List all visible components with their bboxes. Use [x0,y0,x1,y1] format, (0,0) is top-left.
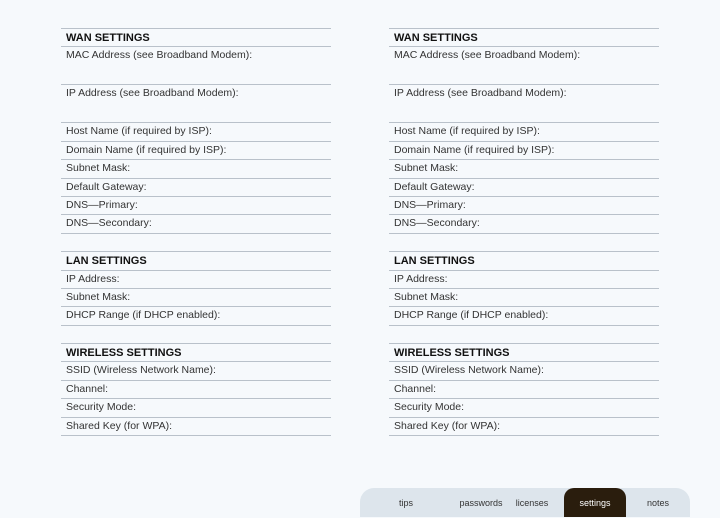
lan-subnet-mask-field: Subnet Mask: [61,288,331,306]
bottom-rule [61,435,331,436]
wireless-settings-heading: WIRELESS SETTINGS [61,343,331,361]
domain-name-field: Domain Name (if required by ISP): [61,141,331,159]
lan-settings-heading: LAN SETTINGS [61,251,331,269]
settings-form-right [389,28,659,436]
tab-passwords[interactable]: passwords [459,498,503,508]
wan-settings-heading: WAN SETTINGS [61,28,331,46]
lan-ip-address-field: IP Address: [389,270,659,288]
domain-name-field: Domain Name (if required by ISP): [389,141,659,159]
lan-settings-heading: LAN SETTINGS [389,251,659,269]
shared-key-field: Shared Key (for WPA): [389,417,659,435]
mac-address-field: MAC Address (see Broadband Modem): [389,46,659,84]
tab-licenses[interactable]: licenses [515,498,549,508]
dns-secondary-field: DNS—Secondary: [389,214,659,232]
dns-secondary-field: DNS—Secondary: [61,214,331,232]
ssid-field: SSID (Wireless Network Name): [61,361,331,379]
shared-key-field: Shared Key (for WPA): [61,417,331,435]
tab-settings[interactable]: settings [564,488,626,517]
lan-subnet-mask-field: Subnet Mask: [389,288,659,306]
wireless-settings-heading: WIRELESS SETTINGS [389,343,659,361]
section-spacer [61,233,331,251]
section-tab-bar [360,488,690,517]
tab-tips[interactable]: tips [398,498,413,508]
tab-notes[interactable]: notes [646,498,670,508]
default-gateway-field: Default Gateway: [61,178,331,196]
channel-field: Channel: [61,380,331,398]
ip-address-field: IP Address (see Broadband Modem): [61,84,331,122]
subnet-mask-field: Subnet Mask: [61,159,331,177]
lan-ip-address-field: IP Address: [61,270,331,288]
section-spacer [389,325,659,343]
dns-primary-field: DNS—Primary: [389,196,659,214]
dns-primary-field: DNS—Primary: [61,196,331,214]
ssid-field: SSID (Wireless Network Name): [389,361,659,379]
ip-address-field: IP Address (see Broadband Modem): [389,84,659,122]
security-mode-field: Security Mode: [61,398,331,416]
host-name-field: Host Name (if required by ISP): [389,122,659,140]
subnet-mask-field: Subnet Mask: [389,159,659,177]
settings-form-left [61,28,331,436]
mac-address-field: MAC Address (see Broadband Modem): [61,46,331,84]
dhcp-range-field: DHCP Range (if DHCP enabled): [61,306,331,324]
security-mode-field: Security Mode: [389,398,659,416]
host-name-field: Host Name (if required by ISP): [61,122,331,140]
section-spacer [389,233,659,251]
bottom-rule [389,435,659,436]
section-spacer [61,325,331,343]
wan-settings-heading: WAN SETTINGS [389,28,659,46]
dhcp-range-field: DHCP Range (if DHCP enabled): [389,306,659,324]
channel-field: Channel: [389,380,659,398]
default-gateway-field: Default Gateway: [389,178,659,196]
